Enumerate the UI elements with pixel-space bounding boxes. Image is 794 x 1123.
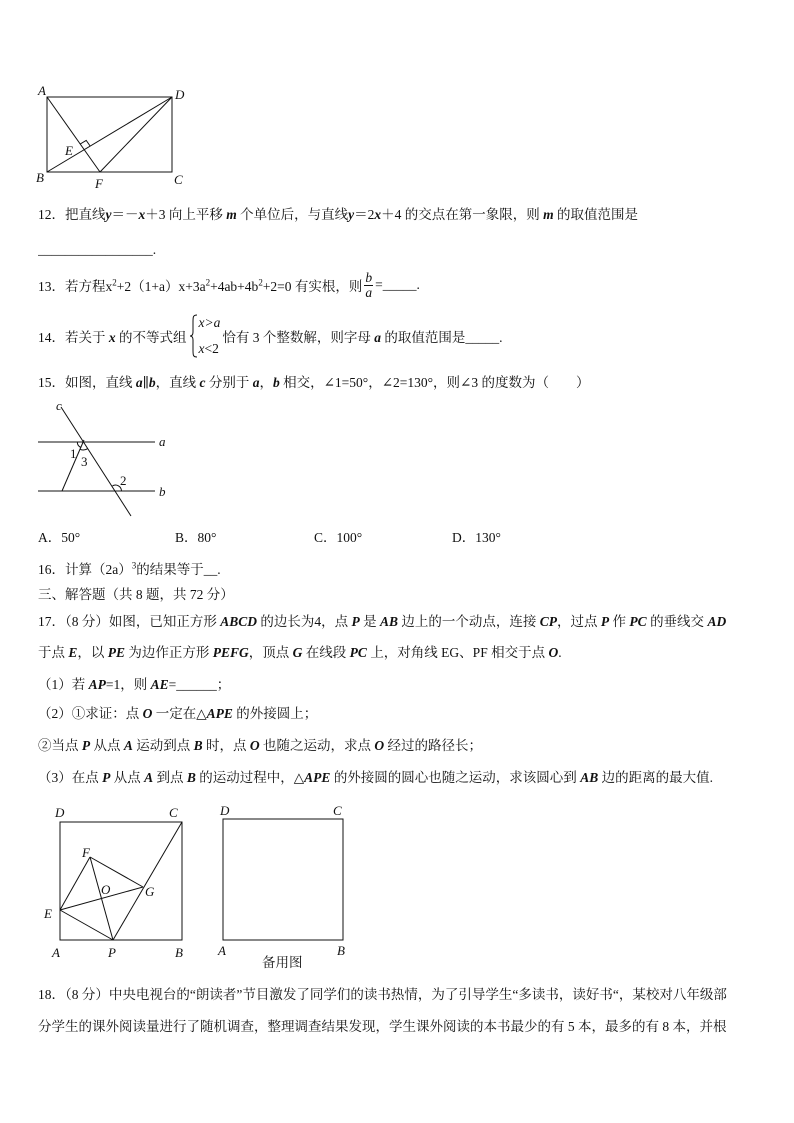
label-d: D: [55, 805, 65, 820]
segment-bd: [47, 97, 172, 172]
math-variable: B: [186, 770, 196, 785]
math-variable: APE: [206, 706, 233, 721]
math-variable: E: [68, 645, 78, 660]
backup-label-c: C: [333, 803, 342, 818]
math-variable: a: [135, 375, 143, 390]
question-13-text: 13．若方程$x^2+2(1+a)x+3a^2+4ab+4b^2+2=0$ 有实根，则: [38, 277, 363, 294]
math-variable: y: [348, 207, 355, 222]
math-variable: PC: [629, 614, 647, 629]
brace-icon: [189, 314, 198, 358]
math-variable: y: [105, 207, 112, 222]
question-17-line-2: 于点 E，以 PE 为边作正方形 PEFG，顶点 G 在线段 PC 上，对角线 EG、PF 相交于点 O.: [38, 645, 562, 660]
label-a: A: [38, 83, 46, 98]
question-14-text-before: 14．若关于 x 的不等式组: [38, 330, 187, 345]
question-14: [38, 314, 502, 358]
question-12-answer-blank: _________________.: [38, 242, 157, 257]
backup-figure-caption: 备用图: [262, 955, 303, 970]
section-3-title: 三、解答题（共 8 题，共 72 分）: [38, 587, 234, 602]
math-variable: P: [600, 614, 610, 629]
label-angle-1: 1: [70, 446, 77, 461]
math-variable: O: [374, 738, 385, 753]
superscript: 3: [131, 561, 137, 571]
math-variable: PEFG: [212, 645, 249, 660]
option-a: A．50°: [38, 530, 81, 545]
backup-label-b: B: [337, 943, 345, 958]
label-f: F: [95, 176, 103, 191]
label-line-a: a: [159, 434, 166, 449]
option-d: D．130°: [452, 530, 501, 545]
superscript: 2: [112, 277, 117, 288]
math-variable: x: [138, 207, 146, 222]
math-variable: x: [198, 341, 205, 356]
question-18-line-2: 分学生的课外阅读量进行了随机调查，整理调查结果发现，学生课外阅读的本书最少的有 5 本，最多的有 8 本，并根: [38, 1019, 727, 1034]
line-c: [61, 407, 131, 516]
question-12-text: 12．把直线y＝－x＋3 向上平移 m 个单位后，与直线y＝2x＋4 的交点在第一象限，则 m 的取值范围是: [38, 207, 639, 222]
superscript: 2: [258, 277, 263, 288]
option-c: C．100°: [314, 530, 363, 545]
math-variable: A: [144, 770, 154, 785]
math-variable: O: [142, 706, 153, 721]
label-g: G: [145, 884, 155, 899]
inequality-1: [199, 314, 221, 332]
math-variable: x: [374, 207, 382, 222]
question-13: [38, 268, 420, 302]
math-variable: B: [193, 738, 203, 753]
label-c: C: [174, 172, 183, 187]
label-b: B: [36, 170, 44, 185]
math-variable: P: [81, 738, 91, 753]
math-variable: x>a: [198, 315, 221, 330]
option-b: B．80°: [175, 530, 217, 545]
math-variable: PE: [107, 645, 126, 660]
question-13-answer-blank: =_____.: [375, 277, 420, 292]
label-o: O: [101, 882, 111, 897]
math-variable: A: [123, 738, 133, 753]
inequality-system: [199, 314, 221, 358]
math-variable: x: [108, 330, 116, 345]
label-p: P: [108, 945, 116, 960]
label-line-b: b: [159, 484, 166, 499]
math-variable: APE: [304, 770, 331, 785]
question-17-line-1: 17．（8 分）如图，已知正方形 ABCD 的边长为4，点 P 是 AB 边上的一个动点，连接 CP，过点 P 作 PC 的垂线交 AD: [38, 614, 727, 629]
question-17-part-1: （1）若 AP=1，则 AE=______；: [38, 677, 231, 692]
backup-label-d: D: [220, 803, 230, 818]
segment-ef: [60, 857, 90, 910]
math-variable: O: [548, 645, 559, 660]
figure-parallel-lines: [30, 395, 180, 520]
question-17-part-2-1: （2）①求证：点 O 一定在△APE 的外接圆上；: [38, 706, 318, 721]
label-angle-2: 2: [120, 473, 127, 488]
question-16-text: 16．计算$(2a)^3$的结果等于__.: [38, 561, 221, 577]
question-14-text-after: 恰有 3 个整数解，则字母 a 的取值范围是_____.: [222, 330, 503, 345]
square-abcd: [60, 822, 182, 940]
label-e: E: [65, 143, 73, 158]
segment-fg: [90, 857, 143, 887]
label-a: A: [52, 945, 60, 960]
math-variable: c: [199, 375, 206, 390]
diagonal-pf: [90, 857, 113, 940]
math-variable: AB: [580, 770, 599, 785]
figure-square-abcd: [35, 800, 365, 960]
fraction-b-over-a: [364, 271, 373, 300]
math-variable: ABCD: [220, 614, 258, 629]
math-variable: G: [292, 645, 303, 660]
math-variable: m: [543, 207, 554, 222]
figure-rectangle-abcd: [30, 80, 195, 195]
math-variable: AE: [150, 677, 169, 692]
question-17-part-3: （3）在点 P 从点 A 到点 B 的运动过程中，△APE 的外接圆的圆心也随之运动，求该圆心到 AB 边的距离的最大值.: [38, 770, 713, 785]
backup-square-abcd: [223, 819, 343, 940]
backup-label-a: A: [218, 943, 226, 958]
math-variable: a: [252, 375, 260, 390]
label-c: C: [169, 805, 178, 820]
math-variable: b: [148, 375, 156, 390]
math-variable: AB: [380, 614, 399, 629]
segment-df: [100, 97, 172, 172]
fraction-numerator: b: [365, 269, 373, 285]
inequality-2: x<2: [198, 341, 219, 356]
angle-1-arc: [77, 442, 81, 448]
label-d: D: [175, 87, 185, 102]
math-variable: AD: [707, 614, 727, 629]
math-variable: AP: [88, 677, 106, 692]
label-angle-3: 3: [81, 454, 88, 469]
math-variable: CP: [539, 614, 558, 629]
segment-pe: [60, 910, 113, 940]
segment-af: [47, 97, 100, 172]
label-f: F: [82, 845, 90, 860]
math-variable: O: [249, 738, 260, 753]
question-15-text: 15．如图，直线 a∥b，直线 c 分别于 a，b 相交，∠1=50°，∠2=130°，则∠3 的度数为（ ）: [38, 375, 590, 390]
fraction-denominator: a: [365, 284, 373, 300]
superscript: 2: [205, 277, 211, 288]
math-variable: m: [226, 207, 237, 222]
angle-3-arc: [80, 449, 88, 450]
label-line-c: c: [56, 398, 62, 413]
math-variable: b: [273, 375, 280, 390]
question-17-part-2-2: ②当点 P 从点 A 运动到点 B 时，点 O 也随之运动，求点 O 经过的路径长；: [38, 738, 483, 753]
label-e: E: [44, 906, 52, 921]
math-variable: P: [102, 770, 111, 785]
label-b: B: [175, 945, 183, 960]
math-variable: P: [351, 614, 360, 629]
segment-cp: [113, 822, 182, 940]
math-variable: PC: [349, 645, 367, 660]
question-18-line-1: 18．（8 分）中央电视台的“朗读者”节目激发了同学们的读书热情，为了引导学生“多读书，读好书“，某校对八年级部: [38, 987, 727, 1002]
math-variable: a: [374, 330, 381, 345]
